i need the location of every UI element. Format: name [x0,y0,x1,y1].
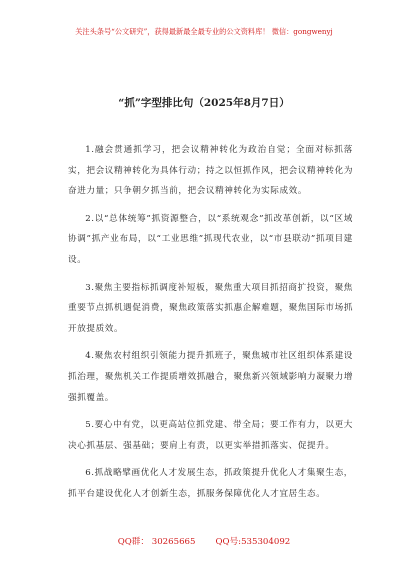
footer-contact [0,535,408,547]
paragraph-2: 2.以“总体统筹”抓资源整合，以“系统观念”抓改革创新，以“区域协调”抓产业布局，以“工业思维”抓现代农业，以“市县联动”抓项目建设。 [68,213,353,265]
qq-group-number: QQ群： 30265665 [117,537,196,547]
paragraph-1: 1.融会贯通抓学习，把会议精神转化为政治自觉；全面对标抓落实，把会议精神转化为具体行动；持之以恒抓作风，把会议精神转化为奋进力量；只争朝夕抓当前，把会议精神转化为实际成效。 [68,145,354,197]
paragraph-3: 3.聚焦主要指标抓调度补短板，聚焦重大项目抓招商扩投资，聚焦重要节点抓机遇促消费，聚焦政策落实抓惠企解难题，聚焦国际市场抓开放提质效。 [68,282,354,334]
qq-account-number: QQ号:535304092 [215,537,291,547]
document-body [68,140,353,512]
paragraph-6: 6.抓战略擘画优化人才发展生态，抓政策提升优化人才集聚生态，抓平台建设优化人才创新生态，抓服务保障优化人才宜居生态。 [68,468,353,499]
header-notice: 关注头条号“公文研究”，获得最新最全最专业的公文资料库！ 微信：gongwenyj [75,27,333,36]
paragraph-4: 4.聚焦农村组织引领能力提升抓班子，聚焦城市社区组织体系建设抓治理，聚焦机关工作提质增效抓融合，聚焦新兴领域影响力凝聚力增强抓覆盖。 [68,351,354,403]
document-title: “抓”字型排比句（2025年8月7日） [118,97,290,109]
paragraph-5: 5.要心中有党，以更高站位抓党建、带全局；要工作有力，以更大决心抓基层、强基础；要肩上有责，以更实举措抓落实、促提升。 [68,420,353,451]
